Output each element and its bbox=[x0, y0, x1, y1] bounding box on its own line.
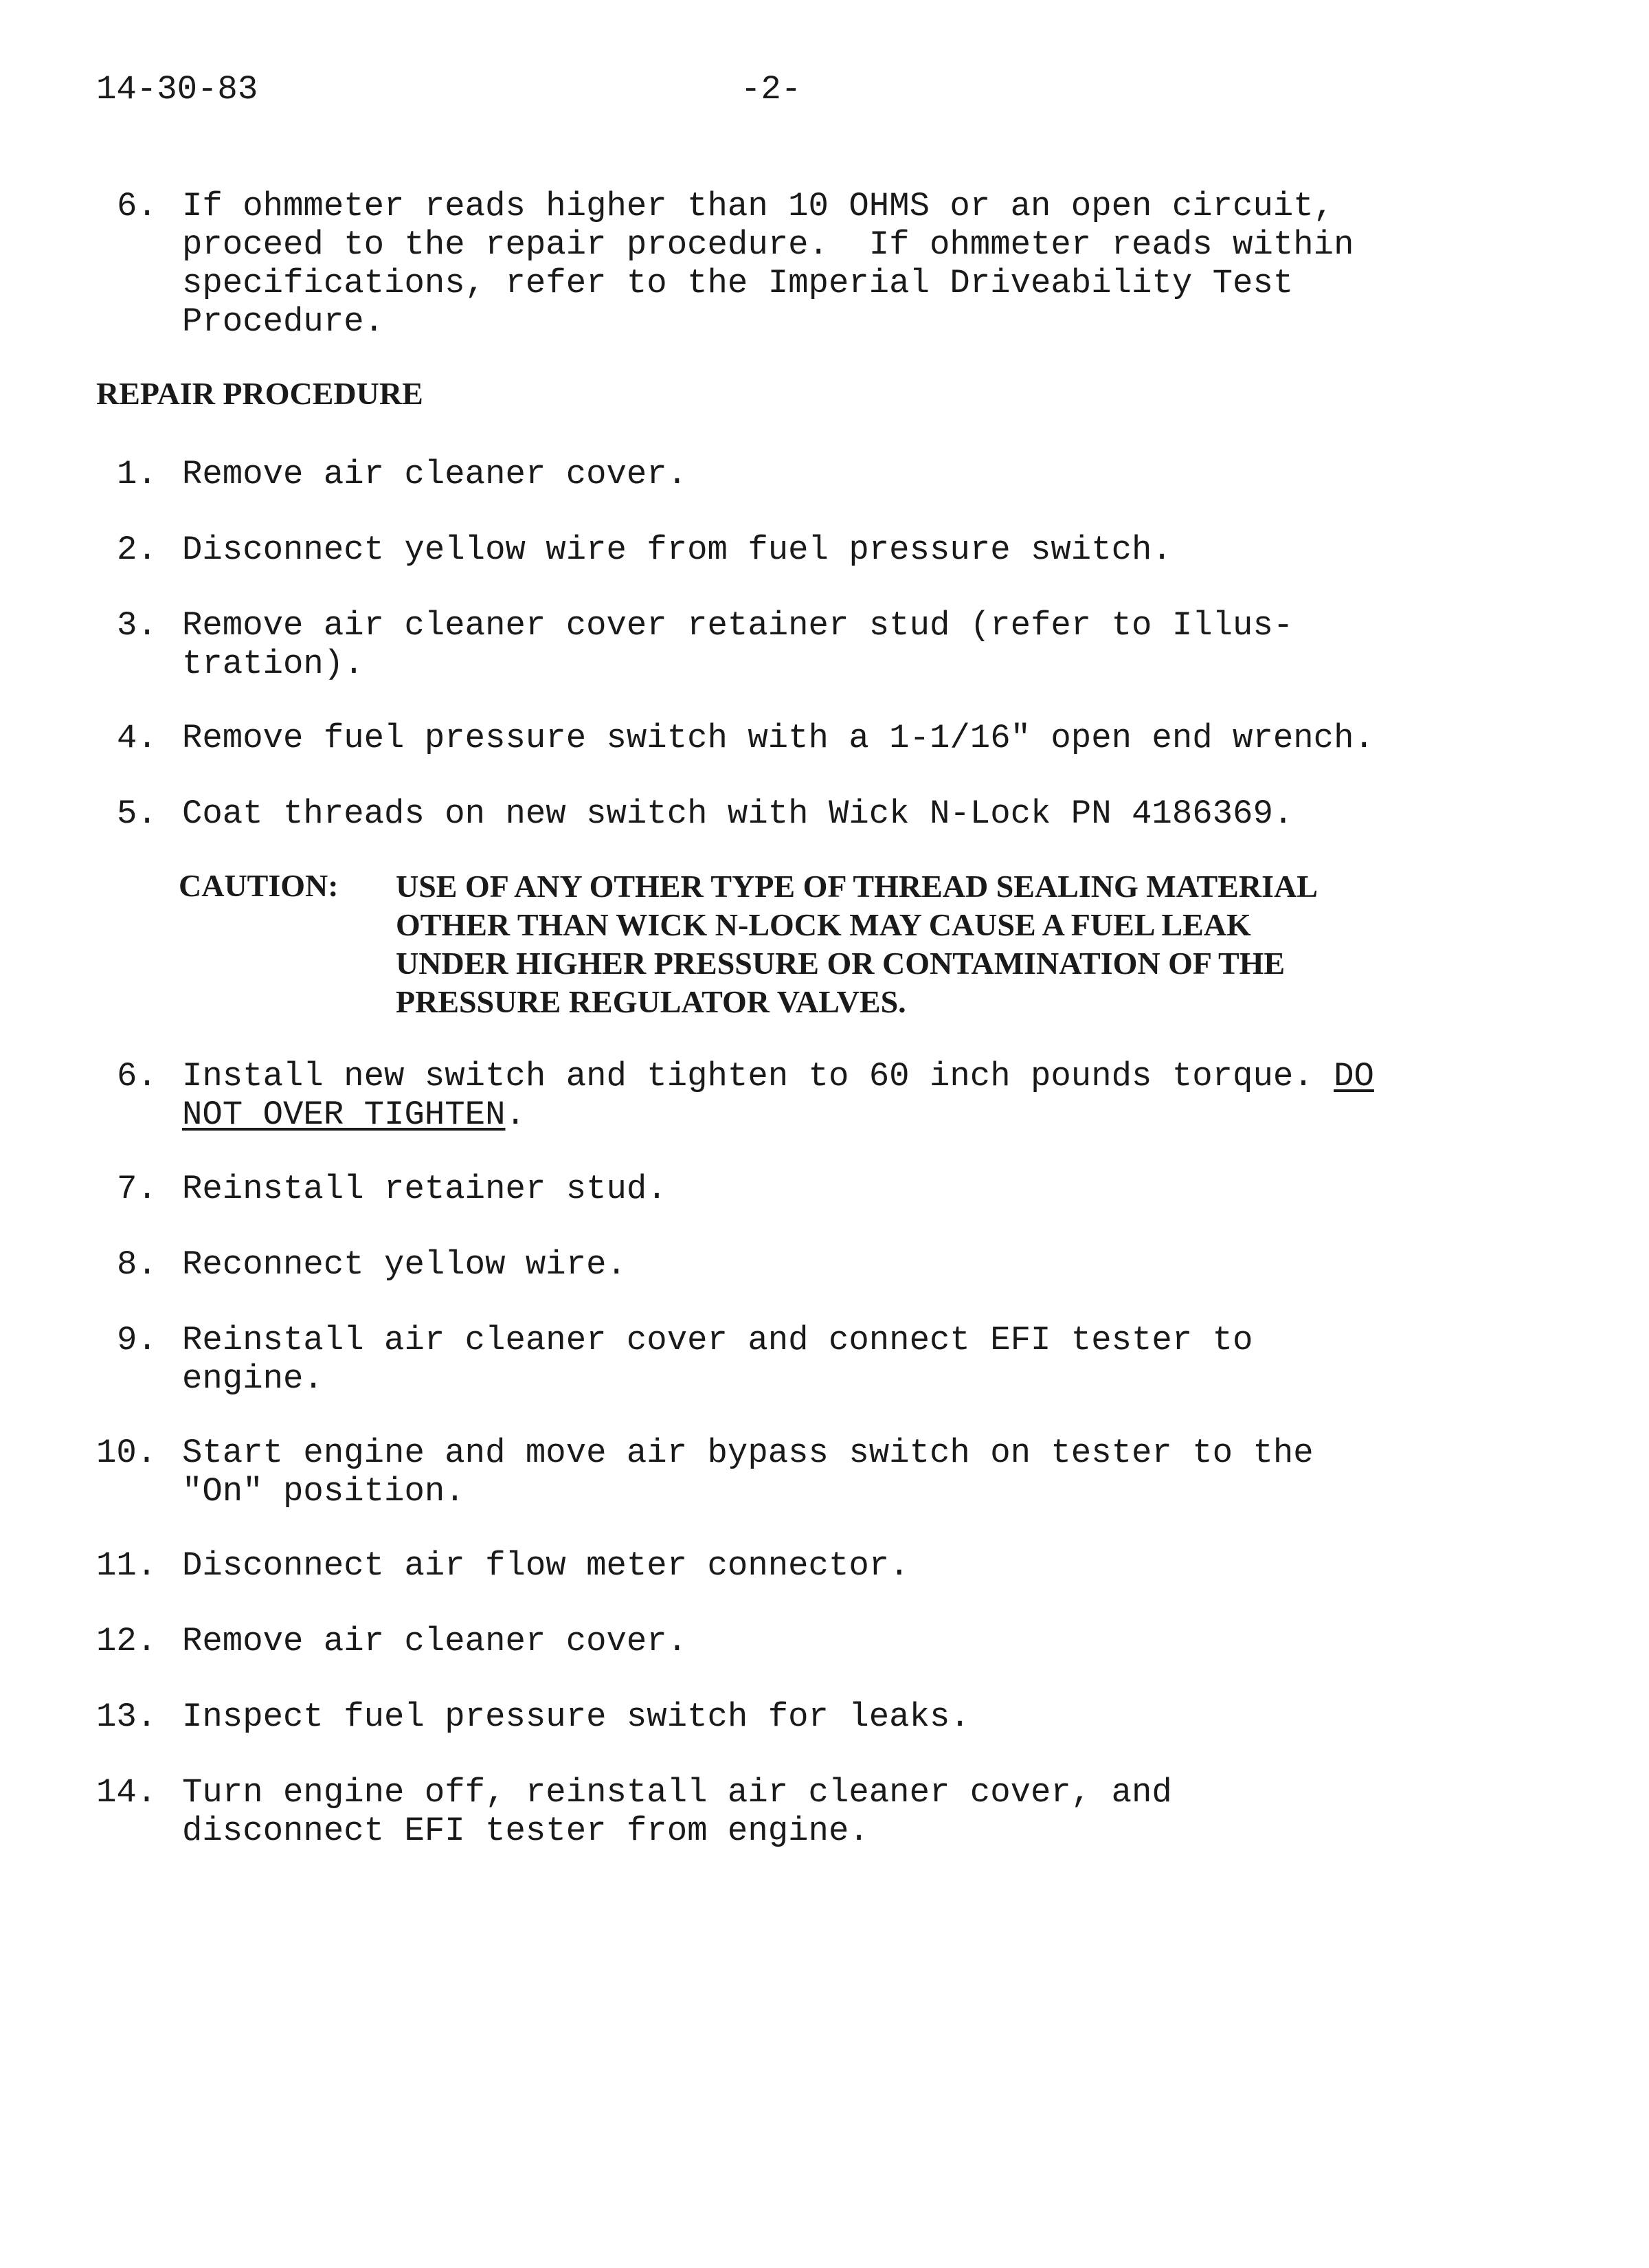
text-line: disconnect EFI tester from engine. bbox=[182, 1812, 869, 1850]
page-number: -2- bbox=[741, 70, 802, 109]
step-text: Remove air cleaner cover. bbox=[182, 455, 688, 493]
step-text bbox=[182, 1057, 1374, 1134]
step-number: 4. bbox=[117, 719, 157, 757]
step-text: Remove air cleaner cover. bbox=[182, 1622, 688, 1660]
step-number: 6. bbox=[117, 1057, 157, 1096]
caution-line: OTHER THAN WICK N-LOCK MAY CAUSE A FUEL LEAK bbox=[396, 907, 1251, 942]
section-heading: REPAIR PROCEDURE bbox=[96, 376, 423, 411]
text-line: Procedure. bbox=[182, 302, 385, 341]
step-number: 8. bbox=[117, 1245, 157, 1284]
step-number: 9. bbox=[117, 1321, 157, 1359]
text-line: . bbox=[505, 1096, 526, 1134]
caution-text bbox=[396, 867, 1318, 1021]
text-line: Turn engine off, reinstall air cleaner cover, and bbox=[182, 1773, 1172, 1812]
text-line: specifications, refer to the Imperial Driveability Test bbox=[182, 264, 1294, 302]
step-number: 2. bbox=[117, 531, 157, 569]
step-number: 5. bbox=[117, 794, 157, 833]
caution-line: PRESSURE REGULATOR VALVES. bbox=[396, 984, 906, 1019]
caution-line: USE OF ANY OTHER TYPE OF THREAD SEALING MATERIAL bbox=[396, 869, 1318, 904]
step-number: 14. bbox=[96, 1773, 157, 1812]
step-text bbox=[182, 1434, 1314, 1511]
step-text bbox=[182, 606, 1293, 683]
step-number: 10. bbox=[96, 1434, 157, 1472]
text-line: Install new switch and tighten to 60 inch pounds torque. bbox=[182, 1057, 1334, 1096]
underlined-warning: DO bbox=[1334, 1057, 1374, 1096]
step-number: 11. bbox=[96, 1546, 157, 1585]
text-line: Start engine and move air bypass switch on tester to the bbox=[182, 1434, 1314, 1472]
document-number: 14-30-83 bbox=[96, 70, 258, 109]
text-line: proceed to the repair procedure. If ohmmeter reads within bbox=[182, 225, 1354, 264]
step-text: Disconnect yellow wire from fuel pressure switch. bbox=[182, 531, 1172, 569]
step-text: Reinstall retainer stud. bbox=[182, 1170, 667, 1208]
intro-step-number: 6. bbox=[117, 187, 157, 225]
caution-line: UNDER HIGHER PRESSURE OR CONTAMINATION OF THE bbox=[396, 946, 1286, 981]
text-line: If ohmmeter reads higher than 10 OHMS or an open circuit, bbox=[182, 187, 1334, 225]
step-number: 13. bbox=[96, 1698, 157, 1736]
intro-step-text bbox=[182, 187, 1354, 341]
step-number: 1. bbox=[117, 455, 157, 493]
text-line: tration). bbox=[182, 645, 364, 683]
step-number: 7. bbox=[117, 1170, 157, 1208]
step-text: Disconnect air flow meter connector. bbox=[182, 1546, 910, 1585]
caution-label: CAUTION: bbox=[179, 868, 339, 903]
step-text bbox=[182, 1773, 1172, 1850]
step-text: Coat threads on new switch with Wick N-Lock PN 4186369. bbox=[182, 794, 1294, 833]
text-line: Reinstall air cleaner cover and connect EFI tester to bbox=[182, 1321, 1253, 1359]
step-text bbox=[182, 1321, 1253, 1398]
step-text: Remove fuel pressure switch with a 1-1/16" open end wrench. bbox=[182, 719, 1374, 757]
step-text: Inspect fuel pressure switch for leaks. bbox=[182, 1698, 970, 1736]
text-line: "On" position. bbox=[182, 1472, 465, 1511]
step-text: Reconnect yellow wire. bbox=[182, 1245, 627, 1284]
step-number: 12. bbox=[96, 1622, 157, 1660]
step-number: 3. bbox=[117, 606, 157, 645]
text-line: engine. bbox=[182, 1359, 324, 1398]
underlined-warning: NOT OVER TIGHTEN bbox=[182, 1096, 506, 1134]
text-line: Remove air cleaner cover retainer stud (refer to Illus- bbox=[182, 606, 1294, 645]
